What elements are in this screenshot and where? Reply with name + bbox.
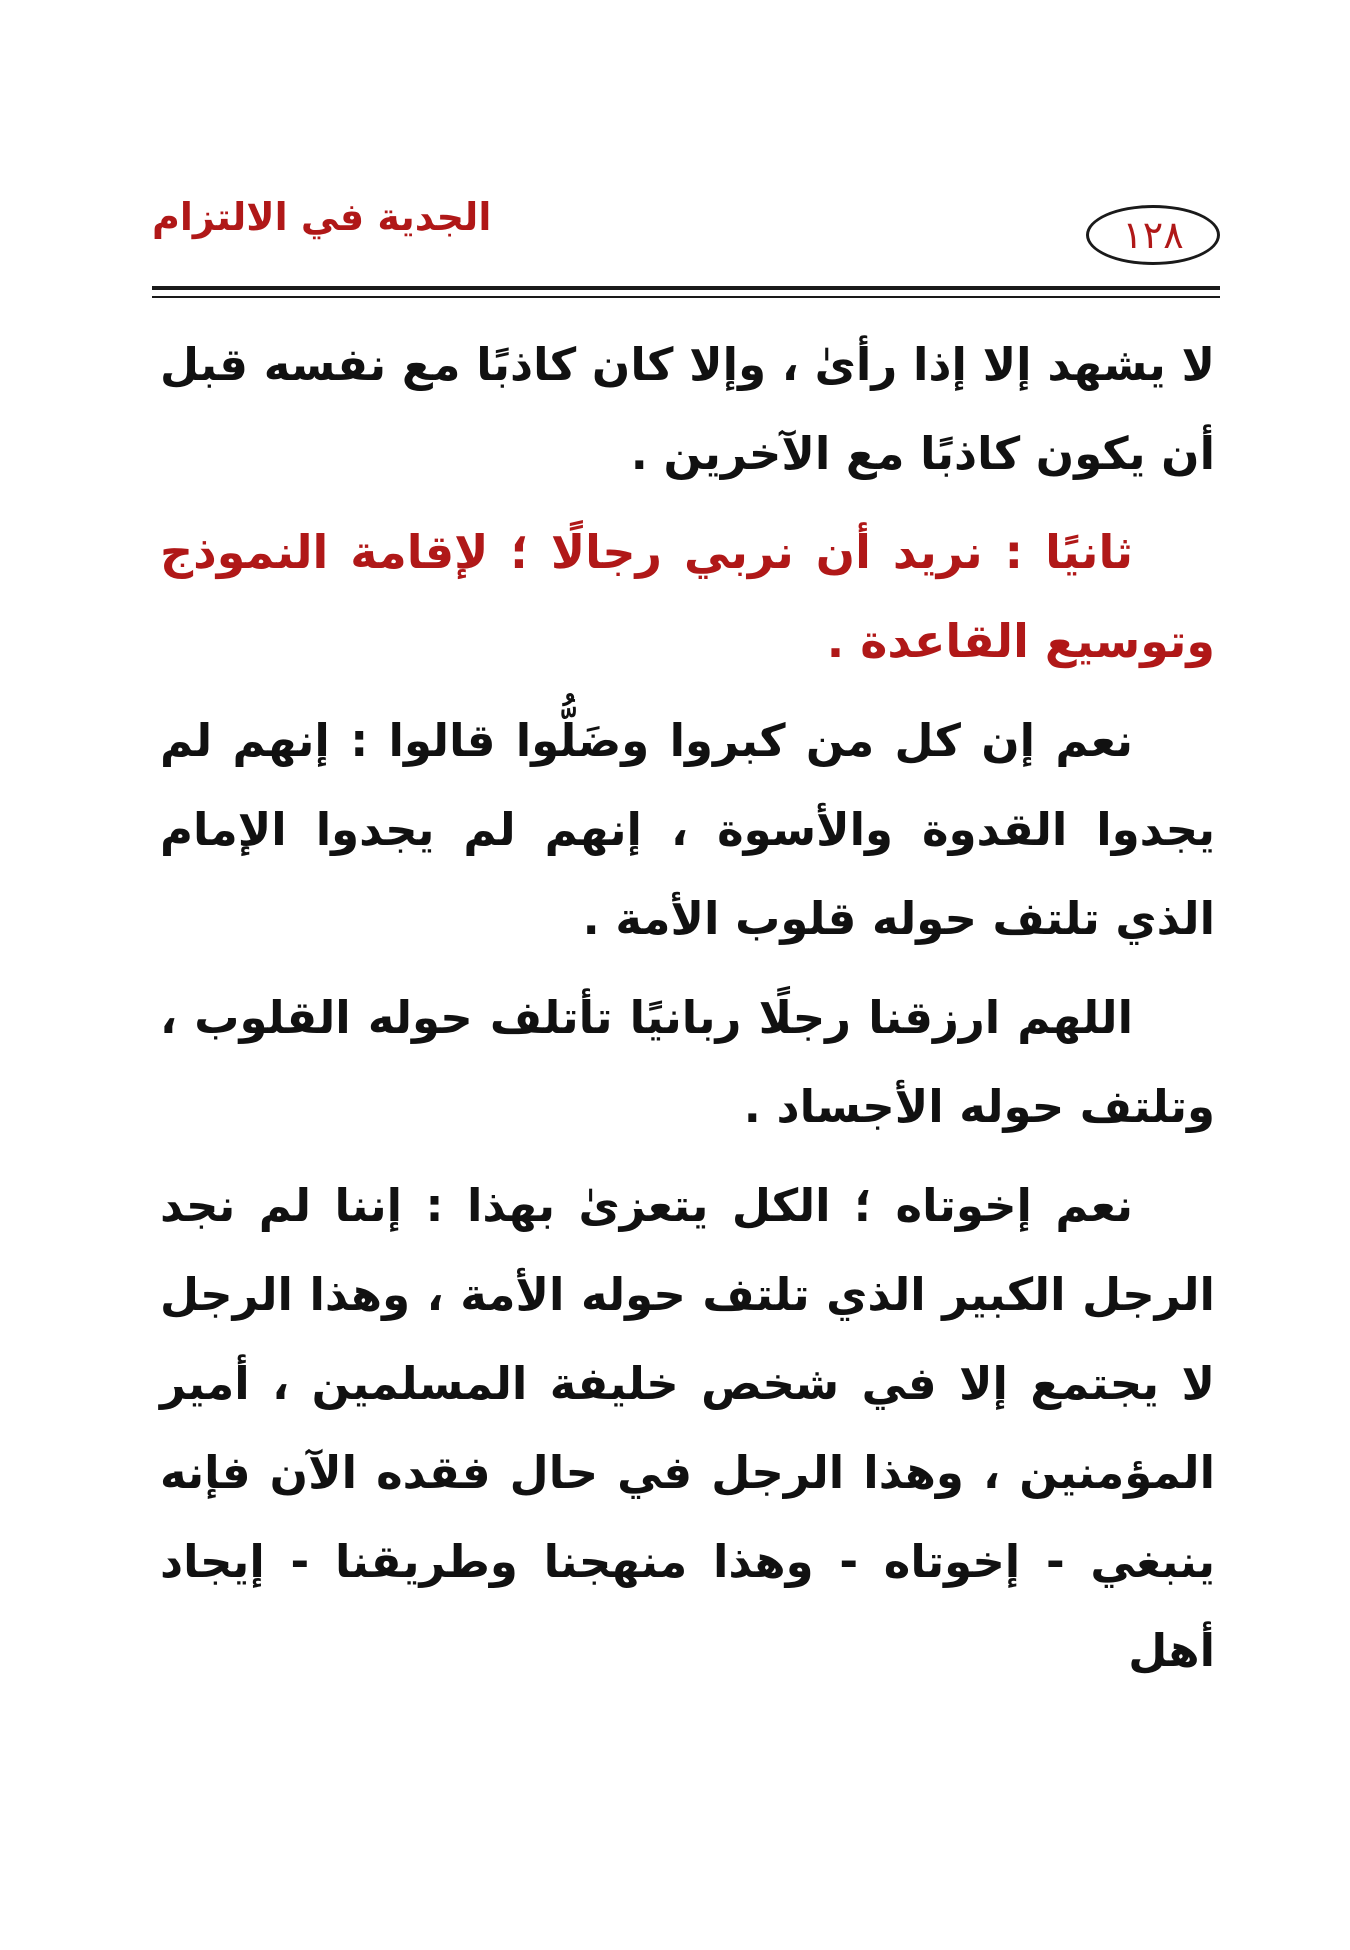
header-rule-thin <box>152 296 1220 298</box>
paragraph: اللهم ارزقنا رجلًا ربانيًا تأتلف حوله القلوب ، وتلتف حوله الأجساد . <box>160 991 1215 1133</box>
body-text <box>160 320 1215 1695</box>
paragraph: نعم إخوتاه ؛ الكل يتعزىٰ بهذا : إننا لم نجد الرجل الكبير الذي تلتف حوله الأمة ، وهذا الرجل لا يجتمع إلا في شخص خليفة المسلمين ، أمير المؤمنين ، وهذا الرجل في حال فقده الآن فإنه ينبغي - إخوتاه - وهذا منهجنا وطريقنا - إيجاد أهل <box>160 1179 1215 1677</box>
section-heading: ثانيًا : نريد أن نربي رجالًا ؛ لإقامة النموذج وتوسيع القاعدة . <box>160 525 1215 668</box>
page-header <box>152 185 1220 275</box>
paragraph: نعم إن كل من كبروا وضَلُّوا قالوا : إنهم لم يجدوا القدوة والأسوة ، إنهم لم يجدوا الإمام الذي تلتف حوله قلوب الأمة . <box>160 714 1215 945</box>
running-title: الجدية في الالتزام <box>152 195 492 239</box>
page-number-badge: ١٢٨ <box>1086 205 1220 265</box>
header-rule-thick <box>152 286 1220 290</box>
paragraph-continuation: لا يشهد إلا إذا رأىٰ ، وإلا كان كاذبًا مع نفسه قبل أن يكون كاذبًا مع الآخرين . <box>160 338 1215 480</box>
